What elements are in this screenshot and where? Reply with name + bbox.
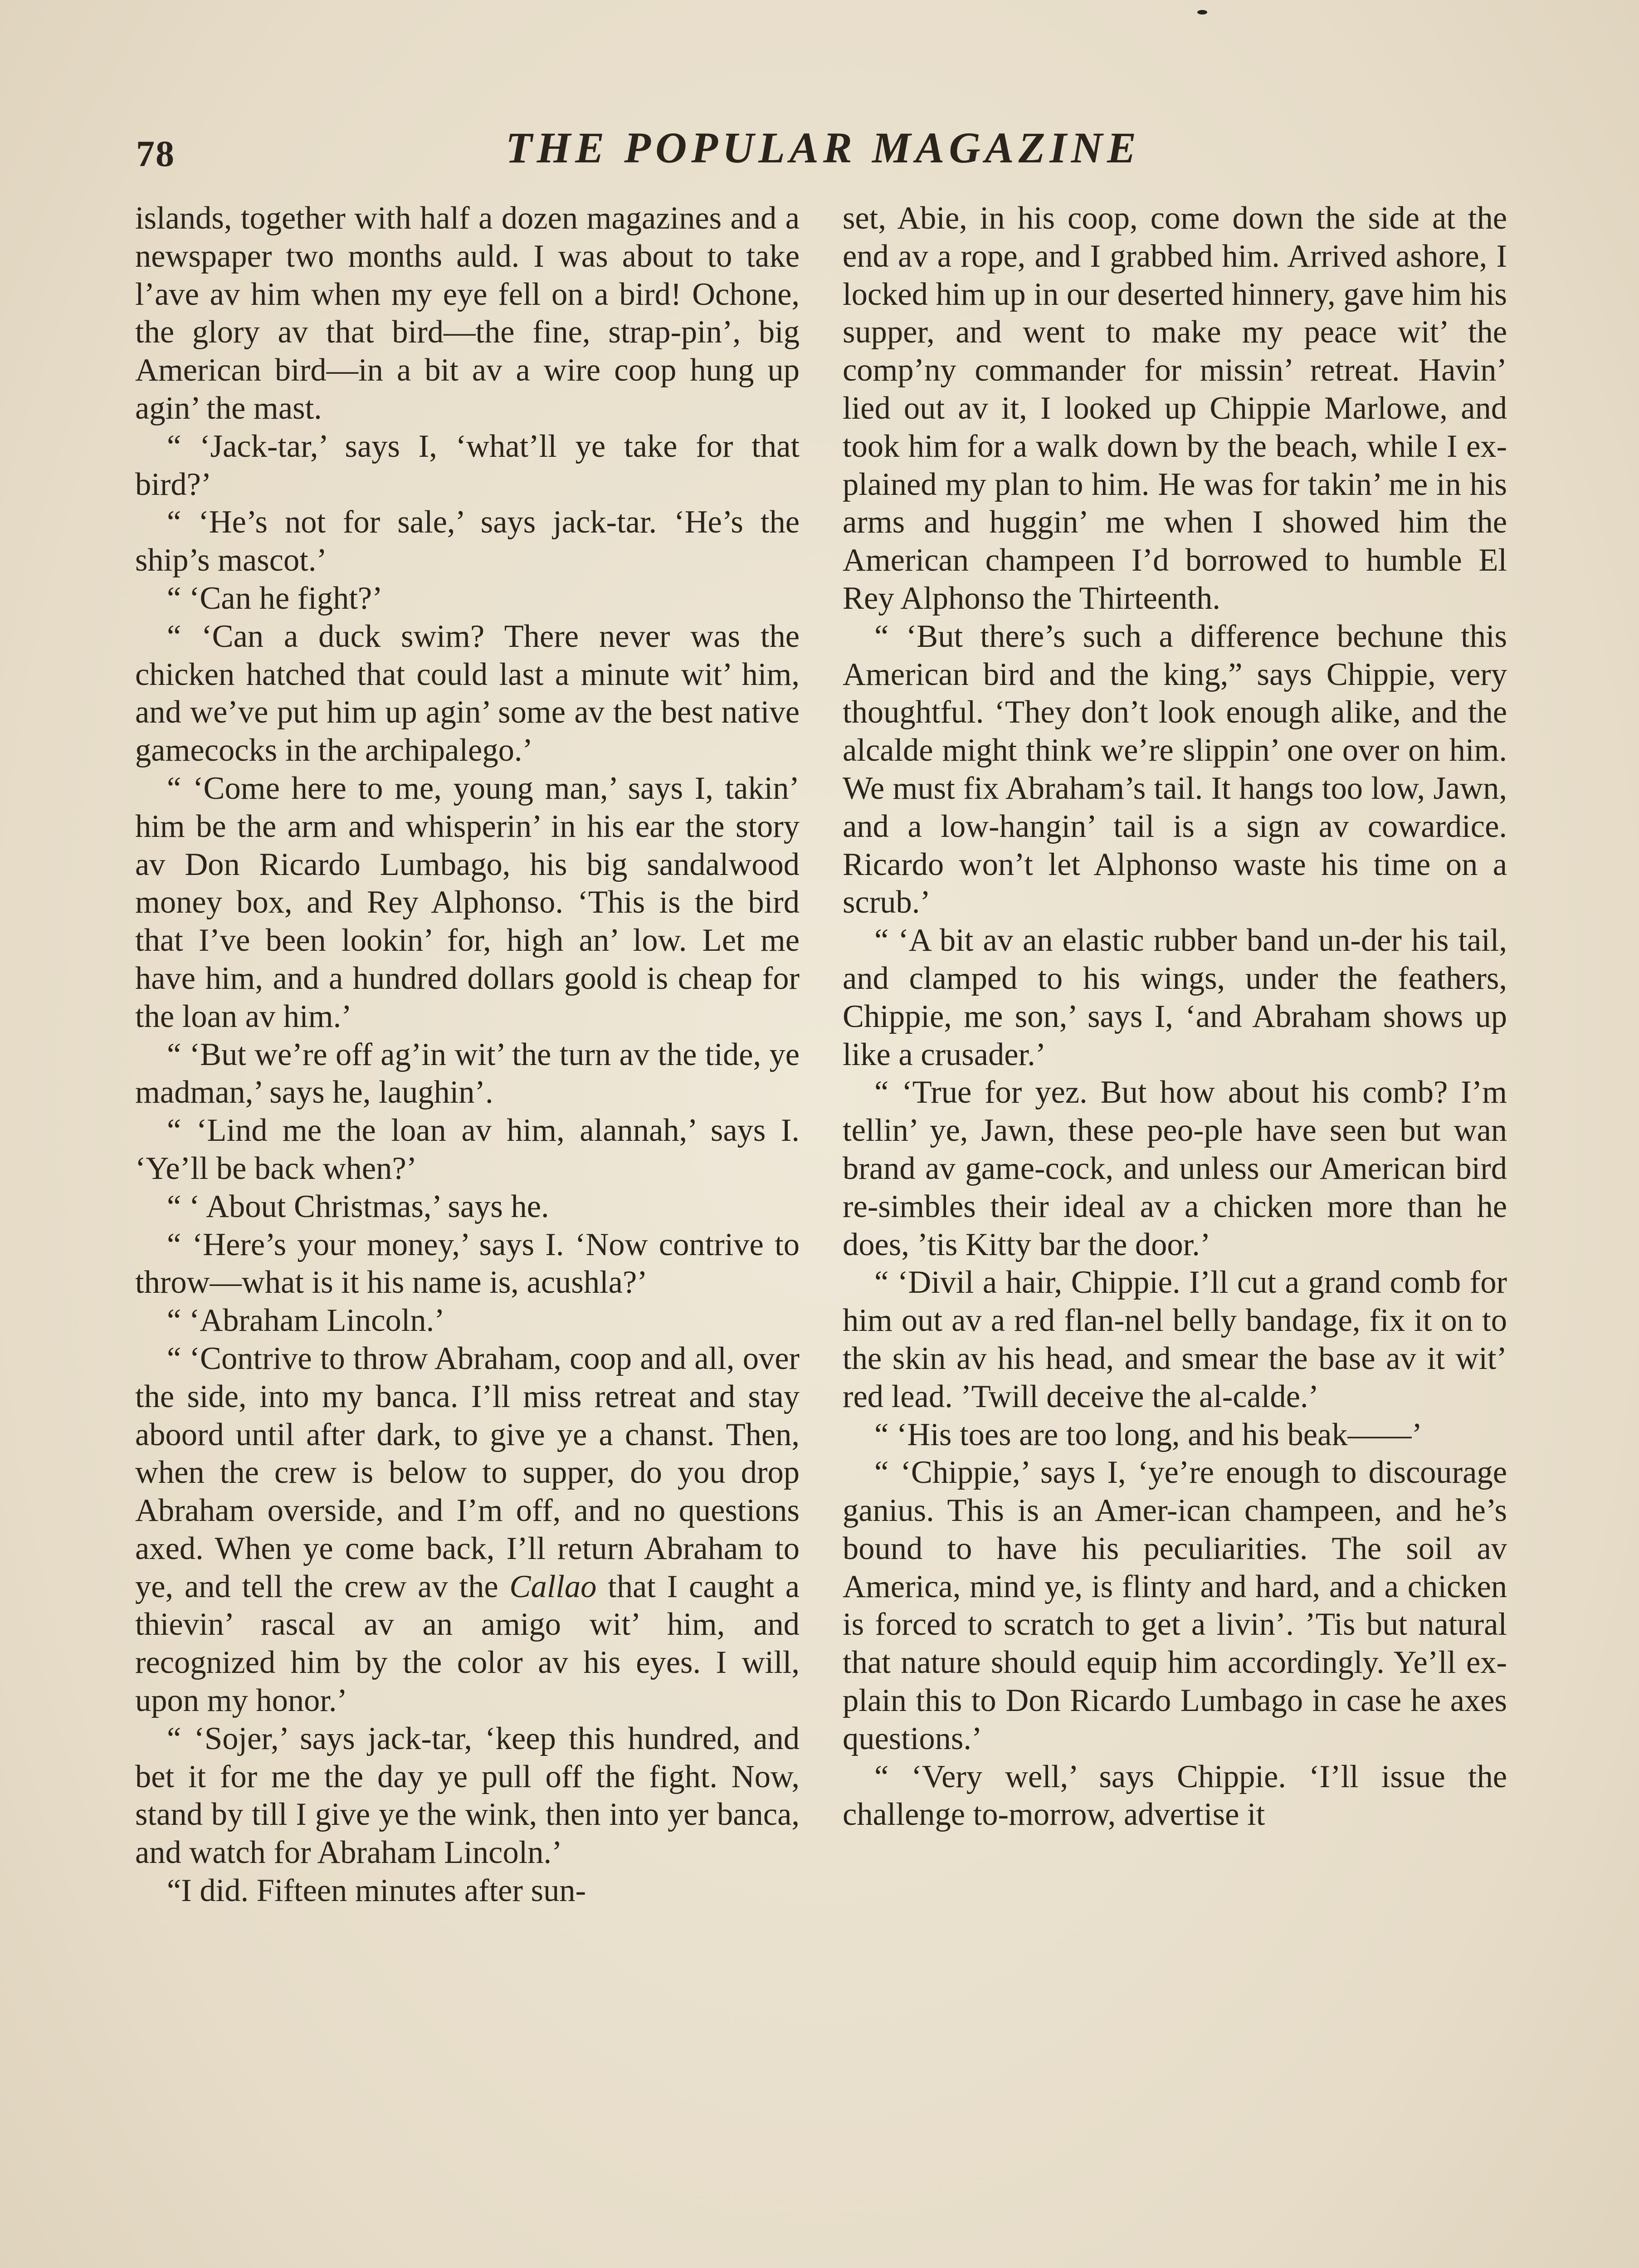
paragraph: “ ‘Can he fight?’	[167, 580, 383, 616]
paragraph: “ ‘Here’s your money,’ says I. ‘Now contrive to throw—what is it his name is, acushla?’	[135, 1227, 800, 1300]
paragraph	[135, 1340, 800, 1720]
paragraph: “ ‘Come here to me, young man,’ says I, takin’ him be the arm and whisperin’ in his ear the story av Don Ricardo Lumbago, his big sandalwood money box, and Rey Alphonso. ‘This is the bird that I’ve been lookin’ for, high an’ low. Let me have him, and a hundred dollars goold is cheap for the loan av him.’	[135, 770, 800, 1034]
paragraph: “ ‘Can a duck swim? There never was the chicken hatched that could last a minute wit’ him, and we’ve put him up agin’ some av the best native gamecocks in the archipalego.’	[135, 618, 800, 768]
paragraph: “ ‘His toes are too long, and his beak——’	[874, 1417, 1423, 1452]
page-header	[136, 122, 1510, 186]
ink-speck	[1197, 10, 1207, 15]
paragraph: “I did. Fifteen minutes after sun-	[167, 1873, 586, 1909]
paragraph: “ ‘Abraham Lincoln.’	[167, 1303, 445, 1339]
magazine-title: THE POPULAR MAGAZINE	[505, 123, 1141, 172]
right-column	[843, 200, 1507, 2268]
paragraph: “ ‘A bit av an elastic rubber band un-der his tail, and clamped to his wings, under the feathers, Chippie, me son,’ says I, ‘and Abraham shows up like a crusader.’	[843, 923, 1507, 1072]
paragraph: “ ‘True for yez. But how about his comb? I’m tellin’ ye, Jawn, these peo-ple have seen but wan brand av game-cock, and unless our American bird re-simbles their ideal av a chicken more than he does, ’tis Kitty bar the door.’	[843, 1075, 1507, 1262]
paragraph-text: that I caught a thievin’ rascal av an amigo wit’ him, and recognized him by the color av his eyes. I will, upon my honor.’	[135, 1569, 800, 1719]
paragraph: “ ‘Divil a hair, Chippie. I’ll cut a grand comb for him out av a red flan-nel belly bandage, fix it on to the skin av his head, and smear the base av it wit’ red lead. ’Twill deceive the al-calde.’	[843, 1265, 1507, 1414]
paragraph: “ ‘ About Christmas,’ says he.	[167, 1188, 549, 1224]
paragraph: “ ‘But we’re off ag’in wit’ the turn av the tide, ye madman,’ says he, laughin’.	[135, 1036, 800, 1110]
paragraph: “ ‘Sojer,’ says jack-tar, ‘keep this hundred, and bet it for me the day ye pull off the fight. Now, stand by till I give ye the wink, then into yer banca, and watch for Abraham Lincoln.’	[135, 1721, 800, 1871]
page-number: 78	[136, 133, 175, 174]
paragraph: “ ‘Jack-tar,’ says I, ‘what’ll ye take for that bird?’	[135, 428, 800, 502]
paragraph: “ ‘Chippie,’ says I, ‘ye’re enough to discourage ganius. This is an Amer-ican champeen, and he’s bound to have his peculiarities. The soil av America, mind ye, is flinty and hard, and a chicken is forced to scratch to get a livin’. ’Tis but natural that nature should equip him accordingly. Ye’ll ex-plain this to Don Ricardo Lumbago in case he axes questions.’	[843, 1455, 1507, 1756]
paragraph: set, Abie, in his coop, come down the side at the end av a rope, and I grabbed him. Arrived ashore, I locked him up in our deserted hinnery, gave him his supper, and went to make my peace wit’ the comp’ny commander for missin’ retreat. Havin’ lied out av it, I looked up Chippie Marlowe, and took him for a walk down by the beach, while I ex-plained my plan to him. He was for takin’ me in his arms and huggin’ me when I showed him the American champeen I’d borrowed to humble El Rey Alphonso the Thirteenth.	[843, 200, 1507, 616]
paragraph: “ ‘He’s not for sale,’ says jack-tar. ‘He’s the ship’s mascot.’	[135, 504, 800, 578]
paragraph: “ ‘Very well,’ says Chippie. ‘I’ll issue the challenge to-morrow, advertise it	[843, 1759, 1507, 1833]
left-column	[135, 200, 800, 2268]
paragraph-text: “ ‘Contrive to throw Abraham, coop and all, over the side, into my banca. I’ll miss retreat and stay aboord until after dark, to give ye a chanst. Then, when the crew is below to supper, do you drop Abraham overside, and I’m off, and no questions axed. When ye come back, I’ll return Abraham to ye, and tell the crew av the	[135, 1340, 800, 1604]
ship-name: Callao	[509, 1569, 597, 1604]
paragraph: islands, together with half a dozen magazines and a newspaper two months auld. I was about to take l’ave av him when my eye fell on a bird! Ochone, the glory av that bird—the fine, strap-pin’, big American bird—in a bit av a wire coop hung up agin’ the mast.	[135, 200, 800, 426]
paragraph: “ ‘Lind me the loan av him, alannah,’ says I. ‘Ye’ll be back when?’	[135, 1113, 800, 1186]
paragraph: “ ‘But there’s such a difference bechune this American bird and the king,” says Chippie, very thoughtful. ‘They don’t look enough alike, and the alcalde might think we’re slippin’ one over on him. We must fix Abraham’s tail. It hangs too low, Jawn, and a low-hangin’ tail is a sign av cowardice. Ricardo won’t let Alphonso waste his time on a scrub.’	[843, 618, 1507, 920]
